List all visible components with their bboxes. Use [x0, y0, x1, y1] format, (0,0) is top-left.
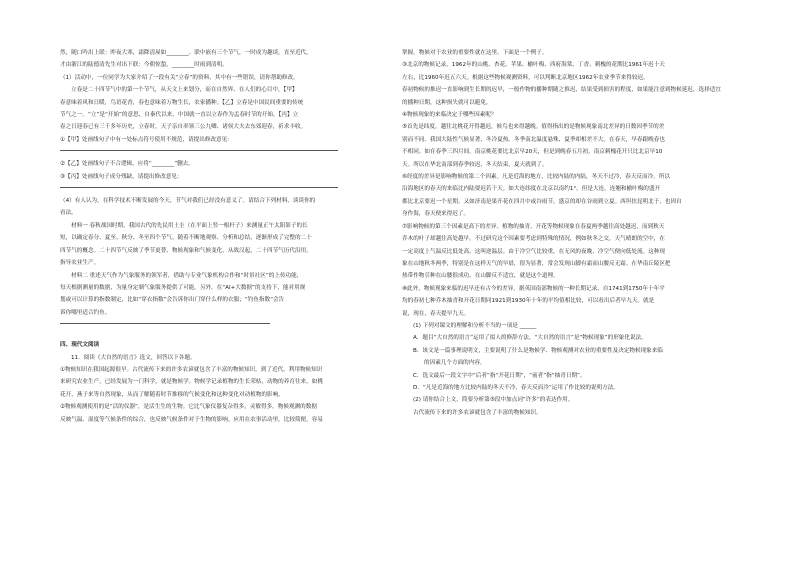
- material-line: 划或可以计算的指数制定，比如“穿衣指数”会告诉你出门穿什么样的衣服；“钓鱼指数”会告: [60, 297, 285, 304]
- reading-line: ①物候知识在我国起源很早。古代流传下来的许多农谚就包含了丰富的物候知识。到了近代，利用物候知识: [60, 366, 323, 373]
- option-a[interactable]: A．题目“大自然的语言”运用了拟人的修辞方法。“大自然的语言”是“物候现象”的形象化说法。: [413, 335, 647, 342]
- question-line: ①【甲】处画线句子中有一处标点符号使用不规范，请提出修改意见：: [60, 136, 233, 143]
- text-line: 春意味着风和日暖，鸟语花香，春也意味着万物生长，农家播种。【乙】立春是中国民间重要的传统: [60, 99, 304, 106]
- question-line: （4）有人认为，在科学技术不断发展的今天，节气对我们已经没有意义了。请结合下列材料，谈谈你的: [60, 198, 316, 205]
- text-line: 立春是二十四节气中的第一个节气，从天文上来划分，而在自然界、在人们的心目中，【甲】: [71, 87, 298, 94]
- text-line: 然，随口吟出上联：昨夜大寒，霜降清屋如________。联中嵌有三个节气，一时成为趣谈。直至近代，: [60, 50, 312, 56]
- text-line: ⑤首先是纬度。越往北桃花开得越迟，候鸟也来得越晚。值得指出的是物候现象南北差异的日数因季节的差: [402, 124, 665, 131]
- text-line: 左右，比1960年迟五六天。根据这些物候观测资料，可以判断北京地区1962年农业季节来得较迟。: [402, 74, 649, 81]
- text-line: 热带作物引种在山腰很成功，在山脚反不适宜，就是这个道理。: [402, 273, 559, 280]
- text-line: ⑥经度的差异是影响物候的第二个因素。凡是近海的地方，比较内陆的内陆，冬天不过冷，春天反而冷。所以: [402, 174, 670, 181]
- text-line: ⑦影响物候的第三个因素是高下的差异。植物的抽青、开花等物候现象在春夏两季越往高处越迟，而到秋天: [402, 223, 665, 230]
- material-line: 材料二 重述天气作为气象服务的领军者，借助与专业气象机构合作和“时景社区”的上传功能，: [71, 272, 303, 279]
- option-c[interactable]: C．选文最后一段文字中“后者”指“开花日期”，“前者”指“抽青日期”。: [413, 372, 586, 379]
- option-d[interactable]: D．“凡是近海的地方比较内陆的冬天不冷，春天反而冷”运用了作比较的说明方法。: [413, 384, 619, 391]
- question-line: (2) 请你结合上文，简要分析第⑤段中加点词“许多”的表达作用。: [413, 397, 574, 404]
- left-column: [60, 47, 360, 426]
- answer-line[interactable]: [60, 187, 338, 189]
- text-line: 沿海地区的春天的来临比内陆要迟若干天。如大连纬度在北京以南约1°，但是大连，连翘和榆叶梅的盛开: [402, 186, 661, 193]
- text-line: 春初物候的推迟一直影响到生长期的迟早，一般作物的播种期随之推迟，结果受到损害的程度，如果能注意到物候延迟，选择适宜: [402, 87, 721, 94]
- question-line: (1) 下列对课文的理解和分析不当的一项是 ______: [413, 322, 537, 329]
- text-line: 不相同。如在春季三四月间，南京桃花要比北京早20天，但是到晚春五月初，南京刺槐花开只比北京早10: [402, 149, 663, 156]
- text-line: 说，现在，春天提早九天。: [402, 310, 470, 317]
- option-b[interactable]: B．该文是一篇事理说明文，主要说明了什么是物候学、物候观测对农业的重要性及决定物候现象来临: [413, 347, 663, 354]
- text-line: 节气之一。“立”是“开始”的意思，自秦代以来，中国就一直以立春作为孟春时节的开始。【丙】立: [60, 112, 299, 119]
- text-line: 均的春初七种乔木抽青和开花日期同1921到1930年十年的平均值相比较，可以看出后者早九天。就是: [402, 298, 655, 305]
- reading-line: 花开、燕子来等自然现象，从而了解随着时节推移的气候变化和这种变化对动植物的影响。: [60, 391, 284, 398]
- answer-line[interactable]: [60, 150, 338, 152]
- material-line: 材料一 春秋战国时期，我国古代的先民用土圭（在平面上竖一根杆子）来测量正午太阳影子的长: [71, 222, 308, 229]
- material-line: 诉你哪里适合钓鱼。: [60, 309, 111, 316]
- text-line: 都比北京要迟一个星期。又如济南是果开花在四月中或谷雨节，盛京的却在谷雨到立夏。西坦扶昆明北于，也因自: [402, 198, 682, 205]
- section-title: 四、现代文阅读: [60, 342, 100, 349]
- text-line: ③北京的物候记录，1962年的山桃、杏花、苹果、榆叶梅、西府海棠、丁香、刺槐的花期比1961年迟十天: [402, 62, 665, 69]
- text-line: 别而不同。我国大陆性气候显著，冬冷夏热。冬季南北温度悬殊，夏季却相差不大。在春天，早春跟晚春也: [402, 136, 665, 143]
- reading-line: 反映气温、湿度等气候条件的综合，也反映气候条件对于生物的影响。应用在农事活动里，比较简便，容易: [60, 416, 323, 423]
- text-line: 身作海，春天便来得迟了。: [402, 211, 470, 218]
- option-b-cont: 的因素几个方面的内容。: [424, 360, 486, 367]
- reading-line: 11．阅读《大自然的语言》选文，回答以下各题。: [71, 354, 196, 361]
- question-line: ②【乙】处画线句子不合逻辑，应将“________”删去。: [60, 161, 194, 168]
- text-line: （1）活动中，一位同学为大家介绍了一段有关“立春”的资料，其中有一些错误，请你帮助修改。: [60, 74, 299, 81]
- material-line: 短，以确定春分、夏至、秋分、冬至四个节气。随着不断地观察、分析和总结，逐渐形成了完整的二十: [60, 235, 312, 242]
- text-line: 天。所以在华北南部到春季较迟，冬天结束，夏天就到了。: [402, 161, 548, 168]
- reading-line: 来研究农业生产，已经发展为一门科学，就是物候学。物候学记录植物的生长荣枯，动物的养育往来，如桃: [60, 379, 323, 386]
- question-line: ③【丙】处画线句子成分残缺，请提出修改意见：: [60, 173, 183, 180]
- answer-line[interactable]: [60, 323, 270, 325]
- quoted-sentence: 古代流传下来的许多农谚就包含了丰富的物候知识。: [413, 409, 542, 416]
- reading-line: ②物候观测使用的是“活的仪器”，是活生生的生物。它比气象仪器复杂得多，灵敏得多。物候观测的数据: [60, 404, 317, 411]
- material-line: 指导农业生产。: [60, 260, 100, 267]
- right-column: [402, 47, 746, 419]
- text-line: ④物候现象的来临决定于哪些因素呢？: [402, 112, 497, 119]
- material-line: 每天根据测量的数据，为量身定制气象服务提供了可能。另外，在“AI+大数据”的支持下，能对用规: [60, 284, 306, 291]
- question-line: 看法。: [60, 210, 77, 217]
- text-line: 象在山地秋冬两季，特别是在这样天气的早晨，很为显著，常会发现山脚有霜而山腰反无霜。在华南丘陵区把: [402, 260, 671, 267]
- text-line: ⑧此外，物候现象来临的迟早还有古今的差异。据英国南部物候的一种长期记录，自1741到1750年十年平: [402, 285, 665, 292]
- text-line: 才由浙江的陆德清先生对出下联：今朝惊蛰，________时雨到清明。: [60, 62, 228, 69]
- text-line: 一定高度上气温反比低处高。这叫逆温层。由于冷空气比较重，在无风的夜晚，冷空气便向低处流。这种现: [402, 248, 665, 255]
- material-line: 四节气的概念。二十四节气反映了季节更替、物候现象和气候变化，从战汉起，二十四节气历代沿用，: [60, 247, 312, 254]
- text-line: 掌握。物候对于农业的重要性就在这里。下面是一个例子。: [402, 50, 548, 56]
- text-line: 乔木的叶子却越往高处越早。不过研究这个因素要考虑到特殊的情况，例如秋冬之交，天气晴朗的空中，在: [402, 236, 665, 243]
- text-line: 的播种日期，这种损失就可以避免。: [402, 99, 492, 106]
- text-line: 春之日迎春已有三千多年历史，立春时，天子亲自率领三公九卿、诸侯大夫去东郊迎春，祈求丰收。: [60, 124, 307, 131]
